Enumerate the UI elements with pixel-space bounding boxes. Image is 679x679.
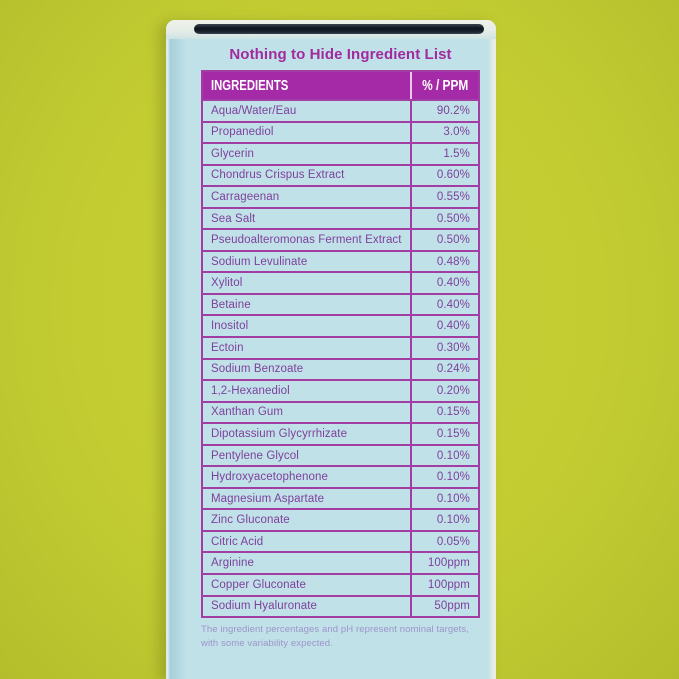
- table-row: [203, 271, 478, 293]
- ingredient-name: Copper Gluconate: [203, 575, 412, 595]
- ingredient-amount: 0.60%: [436, 169, 470, 182]
- ingredient-name: Pseudoalteromonas Ferment Extract: [203, 230, 412, 250]
- ingredient-name: Glycerin: [203, 144, 412, 164]
- ingredient-name: Xanthan Gum: [203, 403, 412, 423]
- ingredient-name: Ectoin: [203, 338, 412, 358]
- ingredient-table: [201, 70, 480, 618]
- ingredient-name: Magnesium Aspartate: [203, 489, 412, 509]
- ingredient-amount: 0.30%: [436, 341, 470, 354]
- table-row: [203, 379, 478, 401]
- ingredient-amount: 3.0%: [443, 126, 470, 139]
- ingredient-amount: 0.15%: [436, 406, 470, 419]
- ingredient-amount: 0.05%: [436, 535, 470, 548]
- table-row: [203, 551, 478, 573]
- ingredient-amount: 0.50%: [436, 234, 470, 247]
- ingredient-amount: 50ppm: [434, 600, 470, 613]
- table-row: [203, 401, 478, 423]
- ingredient-name: Arginine: [203, 553, 412, 573]
- table-row: [203, 336, 478, 358]
- ingredient-name: Sodium Levulinate: [203, 252, 412, 272]
- ingredient-amount: 0.55%: [436, 190, 470, 203]
- table-row: [203, 99, 478, 121]
- ingredient-amount: 0.40%: [436, 320, 470, 333]
- ingredient-name: Pentylene Glycol: [203, 446, 412, 466]
- ingredient-name: Aqua/Water/Eau: [203, 101, 412, 121]
- footnote-line-1: The ingredient percentages and pH represent nominal targets,: [201, 624, 469, 635]
- ingredient-amount: 0.40%: [436, 298, 470, 311]
- ingredient-name: Chondrus Crispus Extract: [203, 166, 412, 186]
- ingredient-panel: [166, 20, 496, 679]
- table-row: [203, 530, 478, 552]
- table-row: [203, 250, 478, 272]
- table-row: [203, 164, 478, 186]
- column-header-ingredients-label: INGREDIENTS: [211, 77, 289, 94]
- table-row: [203, 185, 478, 207]
- table-row: [203, 422, 478, 444]
- footnote-line-2: with some variability expected.: [201, 637, 333, 649]
- ingredient-name: Citric Acid: [203, 532, 412, 552]
- table-row: [203, 465, 478, 487]
- product-box: [166, 20, 496, 679]
- table-row: [203, 121, 478, 143]
- ingredient-name: Betaine: [203, 295, 412, 315]
- ingredient-amount: 0.10%: [436, 471, 470, 484]
- table-row: [203, 487, 478, 509]
- ingredient-amount: 0.48%: [436, 255, 470, 268]
- ingredient-amount: 0.10%: [436, 514, 470, 527]
- table-row: [203, 142, 478, 164]
- table-row: [203, 207, 478, 229]
- ingredient-name: Propanediol: [203, 123, 412, 143]
- ingredient-name: Carrageenan: [203, 187, 412, 207]
- ingredient-amount: 100ppm: [427, 578, 470, 591]
- table-row: [203, 228, 478, 250]
- footnote: [201, 623, 491, 650]
- table-row: [203, 573, 478, 595]
- table-row: [203, 444, 478, 466]
- ingredient-amount: 0.10%: [436, 449, 470, 462]
- ingredient-name: Xylitol: [203, 273, 412, 293]
- ingredient-amount: 1.5%: [443, 147, 470, 160]
- ingredient-name: 1,2-Hexanediol: [203, 381, 412, 401]
- table-row: [203, 293, 478, 315]
- table-body: [203, 99, 478, 616]
- table-row: [203, 595, 478, 617]
- ingredient-name: Inositol: [203, 316, 412, 336]
- ingredient-amount: 0.24%: [436, 363, 470, 376]
- ingredient-name: Zinc Gluconate: [203, 510, 412, 530]
- panel-title: Nothing to Hide Ingredient List: [229, 46, 452, 63]
- table-row: [203, 508, 478, 530]
- ingredient-name: Sodium Benzoate: [203, 360, 412, 380]
- ingredient-name: Dipotassium Glycyrrhizate: [203, 424, 412, 444]
- ingredient-amount: 0.10%: [436, 492, 470, 505]
- ingredient-name: Hydroxyacetophenone: [203, 467, 412, 487]
- ingredient-name: Sodium Hyaluronate: [203, 597, 412, 617]
- ingredient-amount: 0.20%: [436, 384, 470, 397]
- column-header-percent-ppm: [412, 72, 478, 99]
- ingredient-amount: 0.40%: [436, 277, 470, 290]
- table-row: [203, 358, 478, 380]
- ingredient-name: Sea Salt: [203, 209, 412, 229]
- column-header-percent-ppm-label: % / PPM: [421, 77, 469, 94]
- ingredient-amount: 0.50%: [436, 212, 470, 225]
- ingredient-amount: 100ppm: [427, 557, 470, 570]
- ingredient-amount: 90.2%: [436, 104, 470, 117]
- ingredient-amount: 0.15%: [436, 427, 470, 440]
- table-header-row: [203, 72, 478, 99]
- table-row: [203, 314, 478, 336]
- column-header-ingredients: [203, 72, 412, 99]
